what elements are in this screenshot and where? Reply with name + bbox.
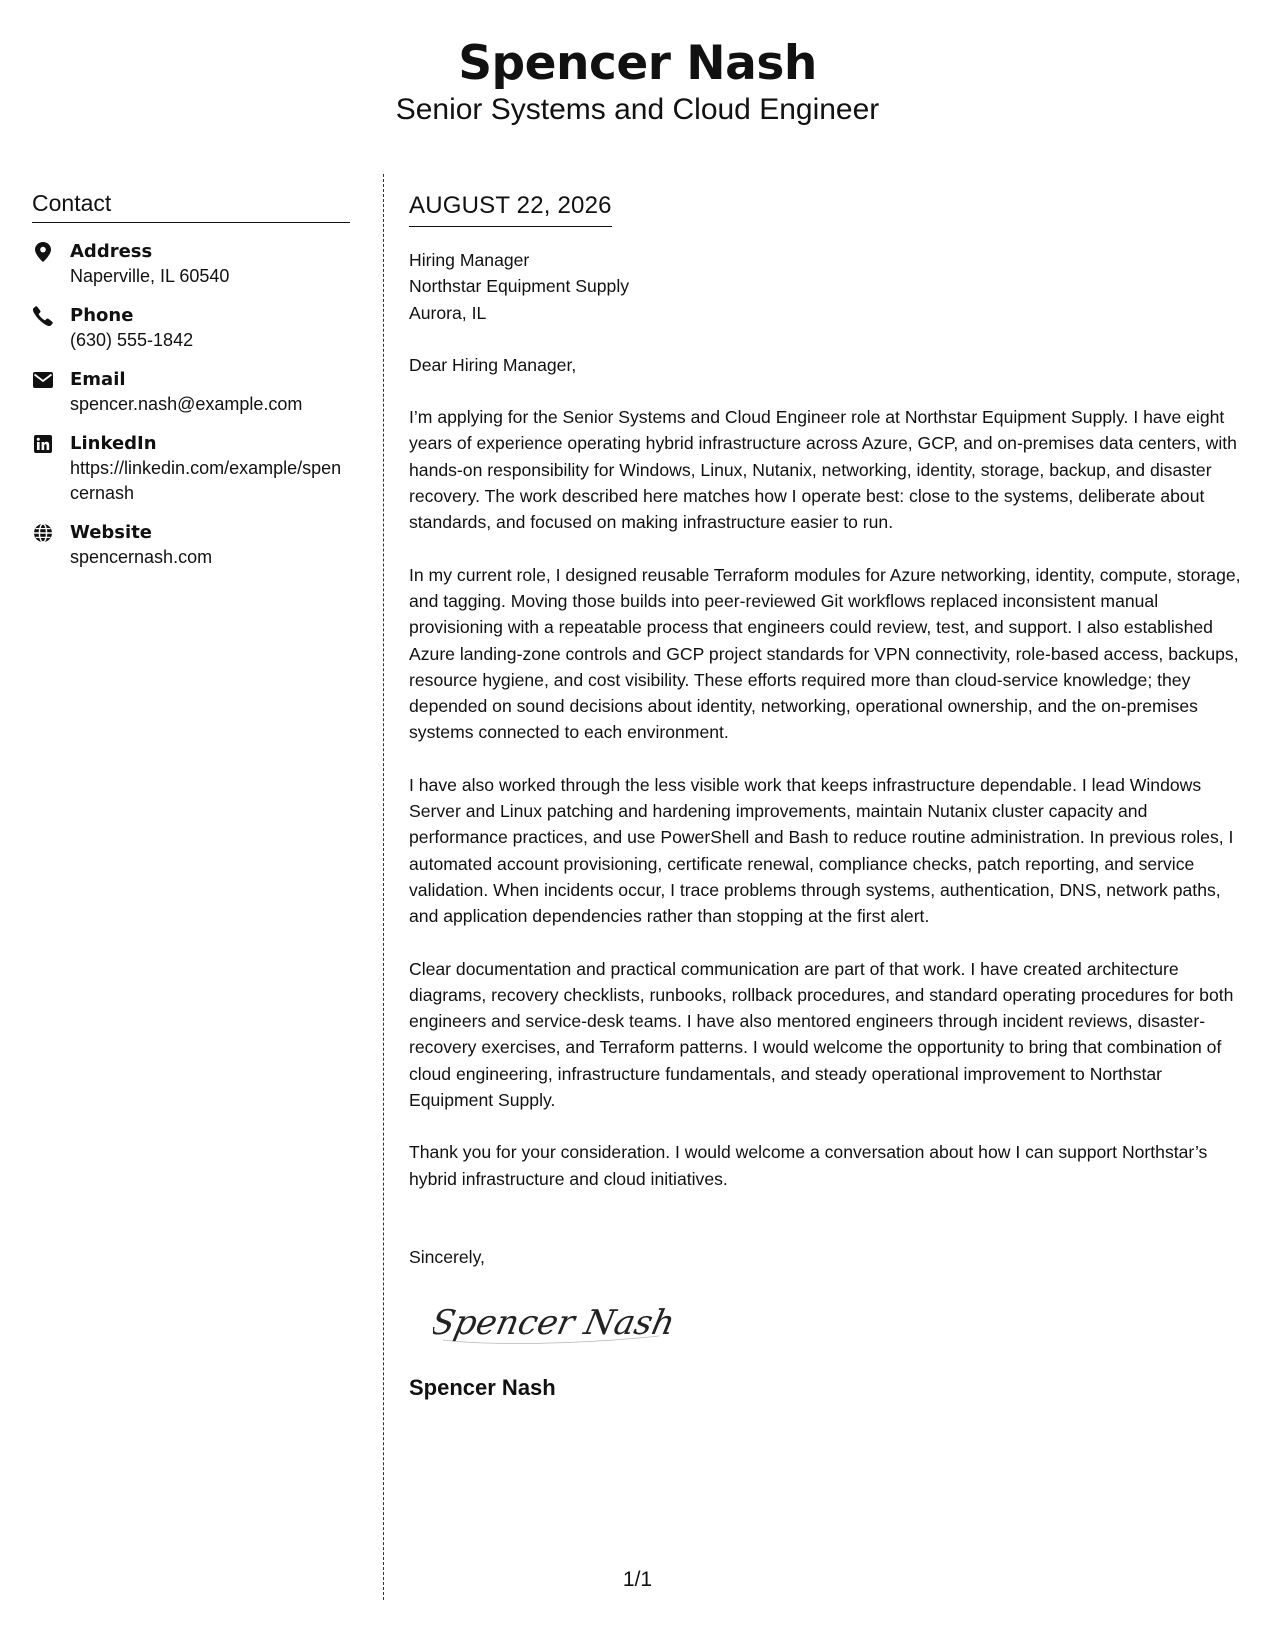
recipient-line: Hiring Manager bbox=[409, 250, 530, 270]
recipient-line: Northstar Equipment Supply bbox=[409, 276, 630, 297]
contact-label: Phone bbox=[70, 305, 134, 326]
page-number: 1/1 bbox=[622, 1568, 653, 1591]
letter-date: AUGUST 22, 2026 bbox=[409, 190, 612, 227]
job-title: Senior Systems and Cloud Engineer bbox=[395, 93, 880, 126]
salutation: Dear Hiring Manager, bbox=[409, 354, 577, 375]
letter-body bbox=[409, 190, 1251, 1402]
body-paragraph: I have also worked through the less visible work that keeps infrastructure dependable. I lead Windows Server and Linux patching and hardening improvements, maintain Nutanix cluster capacity and performance practices, and use PowerShell and Bash to reduce routine administration. In previous roles, I automated account provisioning, certificate renewal, compliance checks, patch reporting, and service validation. When incidents occur, I trace problems through systems, authentication, DNS, network paths, and application dependencies rather than stopping at the first alert. bbox=[409, 774, 1234, 927]
contact-item-website bbox=[32, 520, 350, 570]
signature-image bbox=[433, 1288, 673, 1358]
contact-label: Website bbox=[70, 522, 153, 543]
contact-item-address bbox=[32, 239, 350, 289]
contact-value: Naperville, IL 60540 bbox=[70, 266, 230, 286]
map-pin-icon bbox=[32, 241, 54, 263]
recipient-line: Aurora, IL bbox=[409, 302, 487, 323]
contact-value: (630) 555-1842 bbox=[70, 330, 194, 350]
contact-item-phone bbox=[32, 303, 350, 353]
column-divider bbox=[383, 174, 384, 1600]
contact-sidebar bbox=[32, 188, 350, 584]
contact-item-email bbox=[32, 367, 350, 417]
contact-item-linkedin bbox=[32, 431, 350, 506]
signature-text: Spencer Nash bbox=[433, 1303, 673, 1344]
applicant-name: Spencer Nash bbox=[458, 36, 817, 91]
phone-icon bbox=[32, 305, 54, 327]
header bbox=[0, 36, 1275, 128]
closing: Sincerely, bbox=[409, 1246, 485, 1267]
body-paragraph: In my current role, I designed reusable Terraform modules for Azure networking, identity, compute, storage, and tagging. Moving those builds into peer-reviewed Git workflows replaced inconsistent manual provisioning with a repeatable process that engineers could review, test, and support. I also established Azure landing-zone controls and GCP project standards for VPN connectivity, role-based access, backups, resource hygiene, and cost visibility. These efforts required more than cloud-service knowledge; they depended on sound decisions about identity, networking, operational ownership, and the on-premises systems connected to each environment. bbox=[409, 564, 1241, 743]
body-paragraph: Clear documentation and practical communication are part of that work. I have created architecture diagrams, recovery checklists, runbooks, rollback procedures, and standard operating procedures for both engineers and service-desk teams. I have also mentored engineers through incident reviews, disaster-recovery exercises, and Terraform patterns. I would welcome the opportunity to bring that combination of cloud engineering, infrastructure fundamentals, and steady operational improvement to Northstar Equipment Supply. bbox=[409, 958, 1234, 1111]
globe-icon bbox=[32, 522, 54, 544]
contact-value: https://linkedin.com/example/spencernash bbox=[70, 458, 342, 503]
contact-label: LinkedIn bbox=[70, 433, 157, 454]
contact-heading: Contact bbox=[32, 188, 350, 223]
recipient-block bbox=[409, 247, 1251, 326]
contact-label: Email bbox=[70, 369, 126, 390]
signed-name: Spencer Nash bbox=[409, 1374, 556, 1400]
body-paragraph: Thank you for your consideration. I would welcome a conversation about how I can support Northstar’s hybrid infrastructure and cloud initiatives. bbox=[409, 1142, 1208, 1189]
contact-label: Address bbox=[70, 241, 153, 262]
contact-value: spencer.nash@example.com bbox=[70, 394, 303, 414]
linkedin-icon bbox=[32, 433, 54, 455]
body-paragraph: I’m applying for the Senior Systems and Cloud Engineer role at Northstar Equipment Supply. I have eight years of experience operating hybrid infrastructure across Azure, GCP, and on-premises data centers, with hands-on responsibility for Windows, Linux, Nutanix, networking, identity, storage, backup, and disaster recovery. The work described here matches how I operate best: close to the systems, deliberate about standards, and focused on making infrastructure easier to run. bbox=[409, 407, 1237, 533]
envelope-icon bbox=[32, 369, 54, 391]
contact-value: spencernash.com bbox=[70, 547, 213, 567]
